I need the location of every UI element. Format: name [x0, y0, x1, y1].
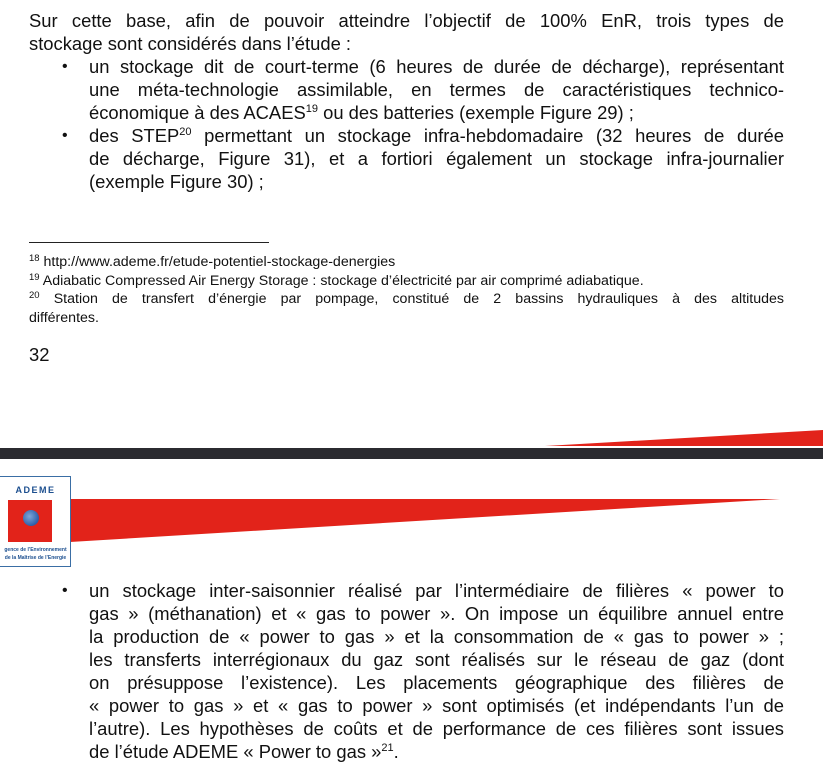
page-separator-bar	[0, 448, 823, 459]
footnote-link[interactable]: http://www.ademe.fr/etude-potentiel-stockage-denergies	[39, 254, 396, 270]
text-line: « power to gas » et « gas to power » sont optimisés (et indépendants l’un de	[89, 695, 784, 716]
bullet-short-term-storage	[89, 55, 784, 124]
text-line: des STEP$^{20}$ permettant un stockage infra-hebdomadaire (32 heures de durée	[89, 125, 785, 146]
footnote-20-cont: différentes.	[29, 309, 99, 326]
footnote-ref-19[interactable]: 19	[305, 103, 318, 115]
text-line: la production de « power to gas » et la consommation de « gas to power » ;	[89, 626, 784, 647]
text-line: (exemple Figure 30) ;	[89, 171, 264, 192]
logo-subtitle-2: de la Maîtrise de l’Energie	[4, 555, 67, 561]
text-line: de décharge, Figure 31), et a fortiori également un stockage infra-journalier	[89, 148, 784, 169]
footnote-20: $^{20}$ Station de transfert d’énergie par pompage, constitué de 2 bassins hydrauliques à des altitudes	[29, 290, 784, 307]
bullet-marker: •	[62, 582, 68, 599]
bullet-inter-seasonal-storage	[89, 579, 784, 763]
bullet-step-storage	[89, 124, 784, 193]
footnote-19: $^{19}$ Adiabatic Compressed Air Energy Storage : stockage d’électricité par air comprimé adiabatique.	[29, 271, 644, 289]
globe-icon	[23, 510, 39, 526]
red-wedge-header	[70, 497, 785, 545]
text-line: un stockage dit de court-terme (6 heures de durée de décharge), représentant	[89, 56, 784, 77]
text-line: économique à des ACAES$^{19}$ ou des batteries (exemple Figure 29) ;	[89, 102, 634, 123]
text-line: on présuppose l’existence). Les placements géographique des filières de	[89, 672, 784, 693]
footnote-ref-20[interactable]: 20	[179, 126, 192, 138]
logo-title: ADEME	[15, 485, 56, 495]
footnotes	[29, 253, 784, 327]
intro-paragraph	[29, 9, 784, 55]
text-line: de l’étude ADEME « Power to gas »$^{21}$.	[89, 741, 399, 762]
text-line: l’autre). Les hypothèses de coûts et de performance de ces filières sont issues	[89, 718, 784, 739]
intro-line-2: stockage sont considérés dans l’étude :	[29, 33, 352, 54]
footnote-separator	[29, 242, 269, 243]
text-line: gas » (méthanation) et « gas to power ». On impose un équilibre annuel entre	[89, 603, 784, 624]
text-line: les transferts interrégionaux du gaz sont réalisés sur le réseau de gaz (dont	[89, 649, 784, 670]
footnote-18: $^{18}$ http://www.ademe.fr/etude-potentiel-stockage-denergies	[29, 253, 396, 270]
page-number: 32	[29, 344, 50, 365]
text-line: une méta-technologie assimilable, en termes de caractéristiques technico-	[89, 79, 784, 100]
logo-red-square	[8, 500, 52, 542]
ademe-logo	[0, 476, 71, 567]
footnote-ref-21[interactable]: 21	[381, 742, 394, 754]
logo-subtitle-1: gence de l’Environnement	[4, 547, 67, 553]
intro-line-1: Sur cette base, afin de pouvoir atteindre l’objectif de 100% EnR, trois types de	[29, 10, 784, 31]
bullet-marker: •	[62, 58, 68, 75]
text-line: un stockage inter-saisonnier réalisé par l’intermédiaire de filières « power to	[89, 580, 784, 601]
bullet-marker: •	[62, 127, 68, 144]
red-wedge-footer	[0, 428, 823, 448]
